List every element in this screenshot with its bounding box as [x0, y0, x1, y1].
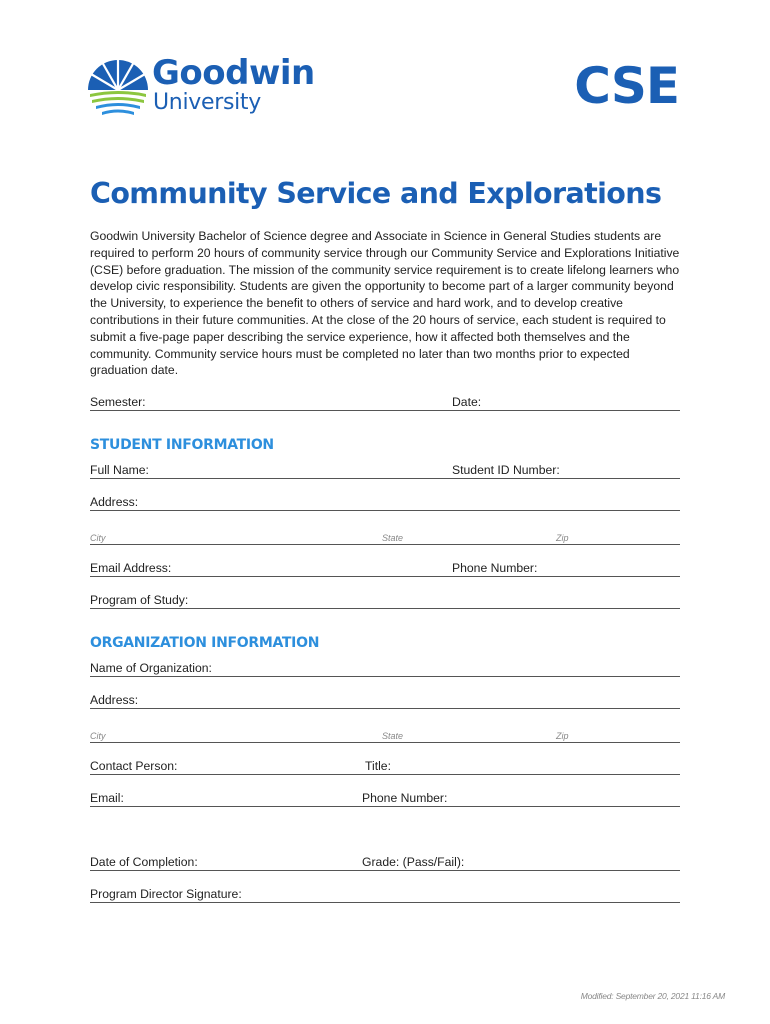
- organization-address-field[interactable]: [90, 691, 680, 709]
- organization-section-heading: ORGANIZATION INFORMATION: [90, 635, 320, 651]
- completion-grade-row[interactable]: [90, 853, 680, 871]
- org-city-state-zip-row[interactable]: [90, 725, 680, 743]
- page-title: Community Service and Explorations: [90, 177, 662, 210]
- org-address-label: Address:: [90, 693, 139, 707]
- grade-label: Grade: (Pass/Fail):: [362, 855, 465, 869]
- semester-date-row[interactable]: [90, 393, 680, 411]
- logo-wordmark-university: University: [153, 90, 261, 115]
- state-label: State: [382, 533, 404, 543]
- zip-label: Zip: [556, 533, 569, 543]
- student-id-label: Student ID Number:: [452, 463, 560, 477]
- contact-person-label: Contact Person:: [90, 759, 178, 773]
- email-address-label: Email Address:: [90, 561, 172, 575]
- org-zip-label: Zip: [556, 731, 569, 741]
- phone-number-label: Phone Number:: [452, 561, 538, 575]
- director-signature-field[interactable]: [90, 885, 680, 903]
- semester-label: Semester:: [90, 395, 146, 409]
- city-label: City: [90, 533, 106, 543]
- address-label: Address:: [90, 495, 139, 509]
- student-section-heading: STUDENT INFORMATION: [90, 437, 274, 453]
- date-of-completion-label: Date of Completion:: [90, 855, 198, 869]
- student-city-state-zip-row[interactable]: [90, 527, 680, 545]
- contact-title-row[interactable]: [90, 757, 680, 775]
- modified-timestamp: Modified: September 20, 2021 11:16 AM: [580, 991, 725, 1001]
- full-name-label: Full Name:: [90, 463, 149, 477]
- cse-badge: CSE: [574, 57, 679, 115]
- goodwin-logo: [88, 53, 315, 122]
- org-email-label: Email:: [90, 791, 124, 805]
- program-of-study-label: Program of Study:: [90, 593, 189, 607]
- organization-name-field[interactable]: [90, 659, 680, 677]
- sunrise-emblem-icon: [88, 56, 148, 120]
- student-name-row[interactable]: [90, 461, 680, 479]
- organization-name-label: Name of Organization:: [90, 661, 212, 675]
- student-address-field[interactable]: [90, 493, 680, 511]
- org-email-phone-row[interactable]: [90, 789, 680, 807]
- program-of-study-field[interactable]: [90, 591, 680, 609]
- logo-wordmark-goodwin: Goodwin: [152, 53, 315, 93]
- director-signature-label: Program Director Signature:: [90, 887, 242, 901]
- title-label: Title:: [365, 759, 391, 773]
- intro-paragraph: Goodwin University Bachelor of Science degree and Associate in Science in General Studies students are required to perform 20 hours of community service through our Community Service and Explorations Initiative (CSE) before graduation. The mission of the community service requirement is to create lifelong learners who develop civic responsibility. Students are given the opportunity to become part of a larger community beyond the University, to experience the benefit to others of service and hard work, and to develop creative contributions in their future communities. At the close of the 20 hours of service, each student is required to submit a five-page paper describing the service experience, how it affected both themselves and the community. Community service hours must be completed no later than two months prior to expected graduation date.: [90, 229, 680, 378]
- org-city-label: City: [90, 731, 106, 741]
- student-contact-row[interactable]: [90, 559, 680, 577]
- date-label: Date:: [452, 395, 482, 409]
- org-state-label: State: [382, 731, 404, 741]
- org-phone-label: Phone Number:: [362, 791, 448, 805]
